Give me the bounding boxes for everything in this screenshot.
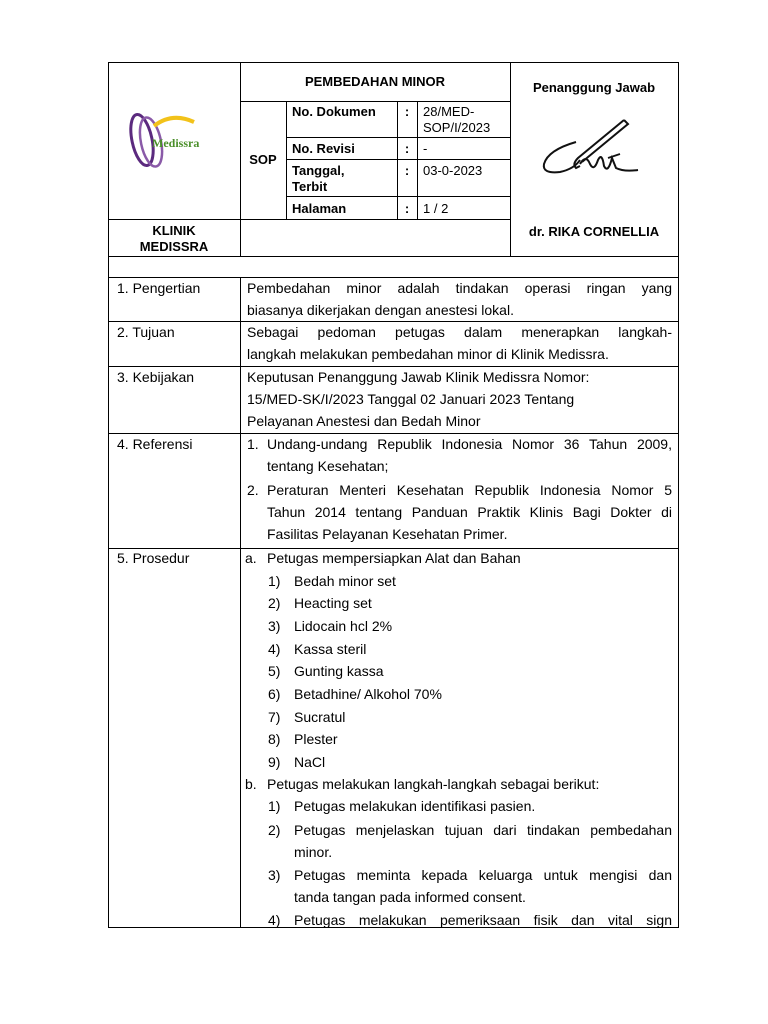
content-line: Pembedahan minor adalah tindakan operasi ringan yang	[247, 280, 672, 296]
content-line: Undang-undang Republik Indonesia Nomor 36 Tahun 2009,	[267, 436, 672, 452]
step-text: Petugas mempersiapkan Alat dan Bahan	[267, 550, 521, 566]
content-line: Petugas menjelaskan tujuan dari tindakan pembedahan	[294, 822, 672, 838]
list-number: 2)	[268, 822, 281, 838]
content-line: Pelayanan Anestesi dan Bedah Minor	[247, 413, 481, 429]
logo-text: Medissra	[152, 136, 200, 150]
field-label-tanggal-terbit	[292, 163, 344, 195]
content-line: biasanya dikerjakan dengan anestesi lokal.	[247, 302, 514, 318]
step-text: Petugas melakukan langkah-langkah sebagai berikut:	[267, 776, 600, 792]
value-line: 28/MED-	[423, 104, 475, 119]
section-label-referensi: 4. Referensi	[117, 436, 193, 452]
field-value-no-dokumen	[423, 104, 490, 136]
border-bottom	[108, 927, 679, 928]
signature-drawing	[520, 114, 665, 180]
sop-label: SOP	[249, 152, 277, 167]
step-marker: a.	[245, 550, 257, 566]
section-label-kebijakan: 3. Kebijakan	[117, 369, 195, 385]
content-line: Petugas melakukan pemeriksaan fisik dan vital sign	[294, 912, 672, 927]
list-number: 5)	[268, 663, 281, 680]
materials-list	[268, 570, 672, 774]
list-item	[268, 660, 672, 683]
responsible-label: Penanggung Jawab	[532, 80, 656, 95]
field-colon: :	[404, 163, 410, 178]
content-line: Keputusan Penanggung Jawab Klinik Medissra Nomor:	[247, 369, 590, 385]
border-left	[108, 62, 109, 928]
content-line: Tahun 2014 tentang Panduan Praktik Klinis Bagi Dokter di	[267, 504, 672, 520]
procedure-step-a	[245, 547, 672, 569]
list-number: 2)	[268, 595, 281, 612]
list-number: 3)	[268, 617, 281, 634]
list-number: 8)	[268, 731, 281, 748]
divider	[240, 277, 241, 928]
list-text: Lidocain hcl 2%	[294, 617, 393, 634]
section-label-prosedur: 5. Prosedur	[117, 550, 190, 566]
list-number: 1.	[247, 436, 259, 452]
procedure-substep	[268, 819, 672, 863]
list-item	[268, 570, 672, 593]
divider	[286, 101, 287, 219]
list-number: 4)	[268, 912, 281, 927]
clinic-name-line1: KLINIK	[152, 223, 196, 238]
field-label-halaman: Halaman	[292, 201, 347, 216]
list-number: 7)	[268, 708, 281, 725]
border-right	[678, 62, 679, 928]
section-content-pengertian	[247, 277, 672, 321]
section-label-pengertian: 1. Pengertian	[117, 280, 201, 296]
divider	[240, 101, 511, 102]
value-line: SOP/I/2023	[423, 120, 491, 135]
list-item	[268, 592, 672, 615]
divider	[108, 219, 511, 220]
field-value-no-revisi: -	[423, 141, 428, 156]
step-marker: b.	[245, 776, 257, 792]
divider	[417, 101, 418, 219]
list-text: Kassa steril	[294, 640, 367, 657]
list-number: 4)	[268, 640, 281, 657]
list-number: 1)	[268, 572, 281, 589]
content-line: minor.	[294, 844, 333, 860]
list-text: Sucratul	[294, 708, 346, 725]
list-number: 3)	[268, 867, 281, 883]
list-number: 1)	[268, 798, 281, 814]
clinic-name-line2: MEDISSRA	[139, 239, 209, 254]
procedure-step-b	[245, 773, 672, 795]
divider	[108, 256, 679, 257]
content-line: Peraturan Menteri Kesehatan Republik Indonesia Nomor 5	[267, 482, 672, 498]
list-number: 2.	[247, 482, 259, 498]
field-colon: :	[404, 201, 410, 216]
divider	[286, 196, 511, 197]
section-label-tujuan: 2. Tujuan	[117, 324, 175, 340]
procedure-substep	[268, 864, 672, 908]
list-item	[268, 615, 672, 638]
field-label-no-revisi: No. Revisi	[292, 141, 355, 156]
signature-image	[520, 114, 665, 180]
procedure-substep	[268, 909, 672, 927]
content-line: Sebagai pedoman petugas dalam menerapkan langkah-	[247, 324, 672, 340]
field-value-halaman: 1 / 2	[423, 201, 449, 216]
list-item	[268, 638, 672, 661]
list-number: 9)	[268, 754, 281, 770]
content-line: 15/MED-SK/I/2023 Tanggal 02 Januari 2023 Tentang	[247, 391, 575, 407]
list-text: Betadhine/ Alkohol 70%	[294, 685, 442, 702]
field-label-no-dokumen: No. Dokumen	[292, 104, 376, 119]
list-item	[268, 728, 672, 751]
list-item	[268, 706, 672, 729]
border-top	[108, 62, 679, 63]
list-item	[268, 683, 672, 706]
clinic-logo	[124, 108, 224, 172]
list-text: Gunting kassa	[294, 663, 384, 680]
field-colon: :	[404, 104, 410, 119]
procedure-substep	[268, 795, 672, 817]
label-line: Terbit	[292, 179, 328, 194]
section-content-tujuan	[247, 321, 672, 365]
reference-item	[247, 433, 672, 477]
list-number: 6)	[268, 685, 281, 702]
divider	[286, 137, 511, 138]
document-title: PEMBEDAHAN MINOR	[304, 74, 446, 89]
content-line: tanda tangan pada informed consent.	[294, 889, 526, 905]
list-text: Plester	[294, 731, 338, 748]
list-item	[268, 751, 672, 774]
label-line: Tanggal,	[292, 163, 345, 178]
clinic-name	[108, 223, 240, 255]
list-text: Bedah minor set	[294, 572, 396, 589]
field-colon: :	[404, 141, 410, 156]
content-line: Petugas melakukan identifikasi pasien.	[294, 798, 536, 814]
field-value-tanggal-terbit: 03-0-2023	[423, 163, 483, 178]
content-line: tentang Kesehatan;	[267, 458, 389, 474]
divider	[286, 159, 511, 160]
content-line: langkah melakukan pembedahan minor di Klinik Medissra.	[247, 346, 609, 362]
reference-item	[247, 479, 672, 545]
content-line: Petugas meminta kepada keluarga untuk mengisi dan	[294, 867, 672, 883]
content-line: Fasilitas Pelayanan Kesehatan Primer.	[267, 526, 508, 542]
section-content-kebijakan	[247, 366, 672, 432]
list-text: NaCl	[294, 754, 326, 770]
list-text: Heacting set	[294, 595, 372, 612]
responsible-name: dr. RIKA CORNELLIA	[528, 224, 660, 239]
